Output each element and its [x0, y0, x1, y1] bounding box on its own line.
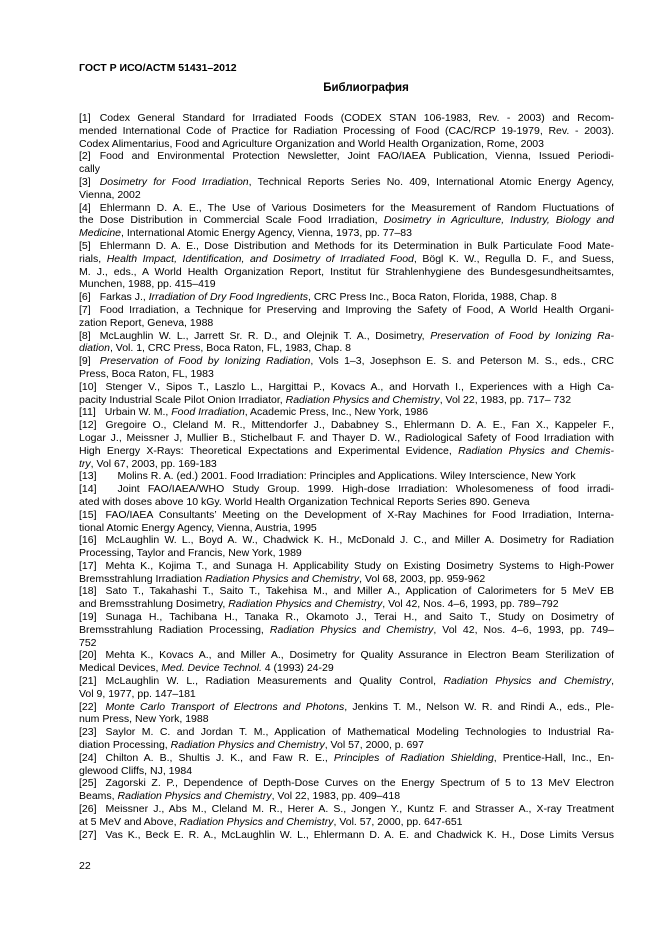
reference-line — [79, 739, 614, 752]
reference-line — [79, 637, 614, 650]
document-code-header: ГОСТ Р ИСО/АСТМ 51431–2012 — [79, 62, 237, 74]
reference-text: mended International Code of Practice for Radiation Processing of Food (CAC/RCP 19-1979, Rev. - 2003). — [79, 124, 614, 137]
reference-line — [79, 598, 614, 611]
reference-line — [79, 342, 614, 355]
reference-line — [79, 829, 614, 842]
reference-text: , Jenkins T. M., Nelson W. R. and Rindi A., eds., Ple- — [344, 700, 614, 713]
page-number: 22 — [79, 860, 91, 872]
reference-italic-text: Radiation Physics and Chemistry — [170, 739, 325, 752]
reference-text: , Vol 22, 1983, pp. 717– 732 — [439, 393, 572, 406]
reference-italic-text: Medicine — [79, 227, 122, 240]
reference-text: , Vol 22, 1983, pp. 409–418 — [271, 790, 401, 803]
reference-italic-text: Radiation Physics and Chemistry — [443, 675, 612, 688]
reference-line — [79, 330, 614, 343]
reference-line — [79, 470, 614, 483]
reference-line — [79, 176, 614, 189]
reference-italic-text: Dosimetry in Agriculture, Industry, Biology and — [383, 214, 614, 227]
reference-text: Codex Alimentarius, Food and Agriculture Organization and World Health Organization, Rome, 2003 — [79, 137, 544, 150]
reference-number: [5] — [79, 239, 91, 252]
reference-text: McLaughlin W. L., Radiation Measurements and Quality Control, — [105, 675, 444, 688]
reference-entry — [79, 150, 614, 176]
reference-line — [79, 317, 614, 330]
reference-text: Ehlermann D. A. E., Dose Distribution and Methods for its Determination in Bulk Particulate Food Mate- — [99, 239, 614, 252]
reference-text: Medical Devices, — [79, 662, 162, 675]
reference-line — [79, 445, 614, 458]
reference-line — [79, 547, 614, 560]
reference-number: [26] — [79, 803, 97, 816]
reference-line — [79, 701, 614, 714]
reference-text: Logar J., Meissner J, Mullier B., Stichelbaut F. and Thayer D. W., Radiological Safety of Food Irradiation with — [79, 431, 614, 444]
reference-text: Beams, — [79, 790, 118, 803]
reference-entry — [79, 829, 614, 842]
reference-text: , CRC Press Inc., Boca Raton, Florida, 1988, Chap. 8 — [308, 291, 557, 304]
reference-line — [79, 713, 614, 726]
reference-line — [79, 790, 614, 803]
reference-text: High Energy X-Rays: Theoretical Expectations and Experimental Evidence, — [79, 444, 459, 457]
reference-number: [3] — [79, 175, 91, 188]
reference-text: , Academic Press, Inc., New York, 1986 — [244, 406, 429, 419]
reference-number: [4] — [79, 201, 91, 214]
reference-text: pacity Industrial Scale Pilot Onion Irradiator, — [79, 393, 286, 406]
reference-entry — [79, 585, 614, 611]
reference-line — [79, 611, 614, 624]
reference-text: 752 — [79, 636, 97, 649]
reference-text: , Bögl K. W., Regulla D. F., and Suess, — [413, 252, 614, 265]
section-title: Библиография — [323, 82, 409, 94]
reference-number: [13] — [79, 470, 97, 483]
reference-line — [79, 227, 614, 240]
reference-text: Joint FAO/IAEA/WHO Study Group. 1999. High-dose Irradiation: Wholesomeness of food irradi- — [117, 483, 614, 496]
reference-entry — [79, 777, 614, 803]
reference-line — [79, 291, 614, 304]
reference-line — [79, 483, 614, 496]
reference-text: Sunaga H., Tachibana H., Tanaka R., Okamoto J., Terai H., and Saito T., Study on Dosimetry of — [105, 611, 614, 624]
reference-line — [79, 688, 614, 701]
reference-italic-text: Principles of Radiation Shielding — [333, 751, 494, 764]
reference-text: , Prentice-Hall, Inc., En- — [493, 751, 614, 764]
reference-line — [79, 432, 614, 445]
reference-line — [79, 163, 614, 176]
reference-text: Munchen, 1988, pp. 415–419 — [79, 278, 216, 291]
reference-text: Sato T., Takahashi T., Saito T., Takehisa M., and Miller A., Application of Calorimeters for 5 MeV EB — [105, 585, 614, 598]
reference-line — [79, 112, 614, 125]
reference-text: Bremsstrahlung Radiation Processing, — [79, 623, 270, 636]
reference-line — [79, 368, 614, 381]
reference-number: [15] — [79, 508, 97, 521]
reference-italic-text: Dosimetry for Food Irradiation — [99, 175, 249, 188]
reference-number: [25] — [79, 777, 97, 790]
reference-number: [14] — [79, 483, 97, 496]
reference-line — [79, 125, 614, 138]
reference-number: [12] — [79, 419, 97, 432]
reference-line — [79, 765, 614, 778]
reference-text: 4 (1993) 24-29 — [261, 662, 334, 675]
reference-entry — [79, 291, 614, 304]
reference-italic-text: Radiation Physics and Chemistry — [228, 598, 383, 611]
reference-text: Molins R. A. (ed.) 2001. Food Irradiation: Principles and Applications. Wiley Interscience, New York — [117, 470, 576, 483]
reference-italic-text: Radiation Physics and Chemistry — [117, 790, 272, 803]
reference-line — [79, 266, 614, 279]
reference-line — [79, 150, 614, 163]
reference-text: num Press, New York, 1988 — [79, 713, 209, 726]
reference-number: [23] — [79, 726, 97, 739]
reference-text: and Bremsstrahlung Dosimetry, — [79, 598, 229, 611]
reference-line — [79, 240, 614, 253]
reference-entry — [79, 406, 614, 419]
reference-text: Saylor M. C. and Jordan T. M., Application of Mathematical Modeling Technologies to Industrial Ra- — [105, 726, 614, 739]
reference-number: [18] — [79, 585, 97, 598]
reference-text: Processing, Taylor and Francis, New York, 1989 — [79, 547, 302, 560]
reference-text: the Dose Distribution in Commercial Scale Food Irradiation, — [79, 214, 384, 227]
reference-entry — [79, 649, 614, 675]
reference-text: , Vol 67, 2003, pp. 169-183 — [90, 457, 217, 470]
reference-text: , Technical Reports Series No. 409, International Atomic Energy Agency, — [248, 175, 614, 188]
reference-number: [19] — [79, 611, 97, 624]
reference-entry — [79, 560, 614, 586]
reference-entry — [79, 176, 614, 202]
reference-text: rials, — [79, 252, 107, 265]
reference-entry — [79, 752, 614, 778]
reference-text: glewood Cliffs, NJ, 1984 — [79, 764, 193, 777]
reference-number: [20] — [79, 649, 97, 662]
reference-italic-text: Irradiation of Dry Food Ingredients — [148, 291, 309, 304]
reference-line — [79, 624, 614, 637]
reference-italic-text: Preservation of Food by Ionizing Ra- — [430, 329, 615, 342]
reference-line — [79, 816, 614, 829]
reference-number: [22] — [79, 700, 97, 713]
reference-text: Vienna, 2002 — [79, 188, 141, 201]
reference-line — [79, 573, 614, 586]
reference-text: Mehta K., Kovacs A., and Miller A., Dosimetry for Quality Assurance in Electron Beam Sterilization of — [105, 649, 614, 662]
reference-line — [79, 189, 614, 202]
reference-text: zation Report, Geneva, 1988 — [79, 316, 214, 329]
reference-number: [17] — [79, 559, 97, 572]
reference-entry — [79, 701, 614, 727]
reference-text: Press, Boca Raton, FL, 1983 — [79, 367, 214, 380]
reference-text: , Vol 42, Nos. 4–6, 1993, pp. 749– — [433, 623, 614, 636]
reference-line — [79, 496, 614, 509]
reference-text: Mehta K., Kojima T., and Sunaga H. Applicability Study on Existing Dosimetry Systems to High-Power — [105, 559, 614, 572]
reference-line — [79, 304, 614, 317]
reference-line — [79, 202, 614, 215]
reference-text: Food and Environmental Protection Newsletter, Joint FAO/IAEA Publication, Vienna, Issued Periodi- — [99, 150, 614, 163]
reference-italic-text: Food Irradiation — [171, 406, 245, 419]
reference-text: Urbain W. M., — [104, 406, 172, 419]
reference-number: [27] — [79, 828, 97, 841]
reference-number: [16] — [79, 534, 97, 547]
reference-line — [79, 138, 614, 151]
reference-entry — [79, 470, 614, 483]
reference-line — [79, 675, 614, 688]
reference-entry — [79, 483, 614, 509]
reference-entry — [79, 112, 614, 150]
reference-text: Chilton A. B., Shultis J. K., and Faw R. E., — [105, 751, 334, 764]
reference-text: Vas K., Beck E. R. A., McLaughlin W. L., Ehlermann D. A. E. and Chadwick K. H., Dose Limits Versus — [105, 828, 614, 841]
reference-text: Food Irradiation, a Technique for Preserving and Improving the Safety of Food, A World Health Organi- — [99, 303, 614, 316]
reference-italic-text: Radiation Physics and Chemistry — [269, 623, 434, 636]
reference-text: McLaughlin W. L., Boyd A. W., Chadwick K. H., McDonald J. C., and Miller A. Dosimetry for Radiation — [105, 534, 614, 547]
reference-text: Bremsstrahlung Irradiation — [79, 572, 206, 585]
reference-number: [21] — [79, 675, 97, 688]
reference-text: Meissner J., Abs M., Cleland M. R., Herer A. S., Jongen Y., Kuntz F. and Strasser A., X-ray Treatment — [105, 803, 614, 816]
reference-italic-text: Radiation Physics and Chemistry — [285, 393, 440, 406]
reference-text: , Vol. 57, 2000, pp. 647-651 — [333, 815, 463, 828]
reference-text: at 5 MeV and Above, — [79, 815, 180, 828]
reference-line — [79, 777, 614, 790]
reference-number: [7] — [79, 303, 91, 316]
reference-line — [79, 726, 614, 739]
reference-entry — [79, 381, 614, 407]
reference-text: , International Atomic Energy Agency, Vienna, 1973, pp. 77–83 — [121, 227, 412, 240]
reference-number: [8] — [79, 329, 91, 342]
reference-text: Farkas J., — [99, 291, 149, 304]
reference-italic-text: Health Impact, Identification, and Dosimetry of Irradiated Food — [106, 252, 414, 265]
reference-line — [79, 458, 614, 471]
reference-text: , Vols 1–3, Josephson E. S. and Peterson M. S., eds., CRC — [310, 355, 614, 368]
reference-line — [79, 214, 614, 227]
reference-entry — [79, 803, 614, 829]
reference-line — [79, 278, 614, 291]
reference-number: [1] — [79, 112, 91, 124]
reference-text: Ehlermann D. A. E., The Use of Various Dosimeters for the Measurement of Random Fluctuations of — [99, 201, 614, 214]
reference-italic-text: Med. Device Technol. — [161, 662, 262, 675]
reference-line — [79, 803, 614, 816]
reference-text: ated with doses above 10 kGy. World Health Organization Technical Reports Series 890. Geneva — [79, 495, 530, 508]
reference-text: cally — [79, 163, 101, 176]
reference-line — [79, 419, 614, 432]
reference-line — [79, 509, 614, 522]
reference-number: [10] — [79, 380, 97, 393]
reference-line — [79, 662, 614, 675]
reference-text: Vol 9, 1977, pp. 147–181 — [79, 687, 196, 700]
reference-line — [79, 585, 614, 598]
reference-text: Gregoire O., Cleland M. R., Mittendorfer J., Dababney S., Ehlermann D. A. E., Fan X., Kappeler F., — [105, 419, 614, 432]
reference-line — [79, 381, 614, 394]
reference-text: , Vol. 1, CRC Press, Boca Raton, FL, 1983, Chap. 8 — [109, 342, 351, 355]
reference-entry — [79, 611, 614, 649]
reference-line — [79, 355, 614, 368]
reference-text: , Vol 42, Nos. 4–6, 1993, pp. 789–792 — [382, 598, 559, 611]
reference-entry — [79, 419, 614, 470]
reference-italic-text: Preservation of Food by Ionizing Radiation — [99, 355, 311, 368]
reference-number: [6] — [79, 291, 91, 304]
reference-number: [11] — [79, 406, 96, 419]
reference-text: Codex General Standard for Irradiated Foods (CODEX STAN 106-1983, Rev. - 2003) and Recom- — [99, 112, 614, 124]
bibliography-list — [79, 112, 614, 841]
reference-entry — [79, 726, 614, 752]
reference-number: [9] — [79, 355, 91, 368]
reference-text: diation Processing, — [79, 739, 171, 752]
reference-italic-text: try — [79, 457, 91, 470]
reference-italic-text: Monte Carlo Transport of Electrons and Photons — [105, 700, 345, 713]
reference-entry — [79, 675, 614, 701]
reference-entry — [79, 240, 614, 291]
reference-number: [24] — [79, 751, 97, 764]
reference-line — [79, 560, 614, 573]
reference-entry — [79, 330, 614, 356]
reference-text: tional Atomic Energy Agency, Vienna, Austria, 1995 — [79, 521, 317, 534]
reference-text: , — [611, 675, 614, 688]
reference-text: Stenger V., Sipos T., Laszlo L., Hargittai P., Kovacs A., and Horvath I., Experiences with a High Ca- — [105, 380, 614, 393]
reference-italic-text: Radiation Physics and Chemistry — [205, 572, 360, 585]
reference-line — [79, 752, 614, 765]
reference-entry — [79, 509, 614, 535]
reference-italic-text: Radiation Physics and Chemistry — [179, 815, 334, 828]
reference-text: FAO/IAEA Consultants’ Meeting on the Development of X-Ray Machines for Food Irradiation, Interna- — [105, 508, 614, 521]
reference-entry — [79, 534, 614, 560]
reference-number: [2] — [79, 150, 91, 163]
reference-italic-text: diation — [79, 342, 110, 355]
reference-text: Zagorski Z. P., Dependence of Depth-Dose Curves on the Energy Spectrum of 5 to 13 MeV Electron — [105, 777, 614, 790]
reference-text: , Vol 68, 2003, pp. 959-962 — [359, 572, 486, 585]
reference-text: McLaughlin W. L., Jarrett Sr. R. D., and Olejnik T. A., Dosimetry, — [99, 329, 431, 342]
reference-line — [79, 534, 614, 547]
reference-entry — [79, 355, 614, 381]
reference-entry — [79, 202, 614, 240]
reference-line — [79, 406, 614, 419]
reference-line — [79, 394, 614, 407]
reference-text: M. J., eds., A World Health Organization Report, Institut für Strahlenhygiene des Bundesgesundheitsamtes, — [79, 265, 614, 278]
reference-line — [79, 649, 614, 662]
reference-italic-text: Radiation Physics and Chemis- — [458, 444, 614, 457]
reference-text: , Vol 57, 2000, p. 697 — [324, 739, 424, 752]
reference-entry — [79, 304, 614, 330]
reference-line — [79, 522, 614, 535]
reference-line — [79, 253, 614, 266]
